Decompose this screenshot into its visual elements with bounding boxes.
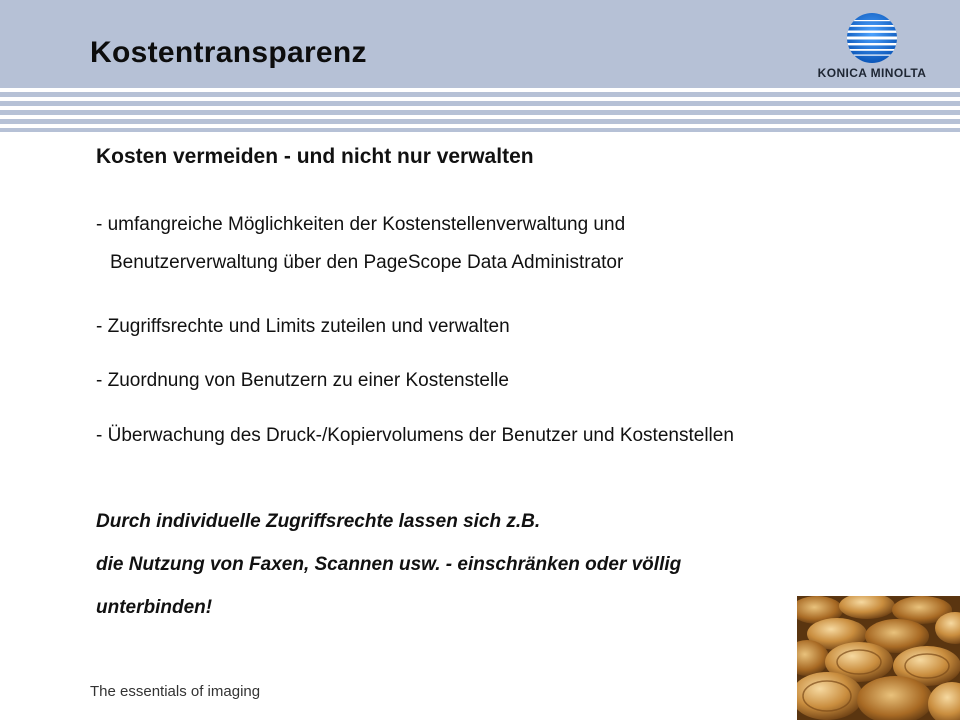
bullet-item: [96, 370, 509, 392]
bullet-item: [96, 425, 734, 447]
note-line: Durch individuelle Zugriffsrechte lassen sich z.B.: [96, 511, 541, 532]
brand-name: KONICA MINOLTA: [817, 66, 927, 80]
header-stripes: [0, 88, 960, 132]
bullet-text: - Zugriffsrechte und Limits zuteilen und verwalten: [96, 316, 510, 337]
bullet-text: - umfangreiche Möglichkeiten der Kostenstellenverwaltung und: [96, 214, 626, 235]
bullet-text: - Überwachung des Druck-/Kopiervolumens der Benutzer und Kostenstellen: [96, 425, 734, 446]
note-line: die Nutzung von Faxen, Scannen usw. - einschränken oder völlig: [96, 554, 682, 575]
coins-photo: [797, 596, 960, 720]
note-line: unterbinden!: [96, 597, 213, 618]
bullet-item: [96, 214, 625, 274]
bullet-text: - Zuordnung von Benutzern zu einer Kostenstelle: [96, 370, 509, 391]
slide-header: [0, 0, 960, 132]
slide-title: Kostentransparenz: [90, 36, 367, 69]
footer-tagline: The essentials of imaging: [90, 683, 261, 700]
slide-subtitle: Kosten vermeiden - und nicht nur verwalten: [96, 145, 534, 168]
brand-logo: [812, 12, 932, 86]
bullet-item: [96, 316, 510, 338]
konica-minolta-globe-icon: [812, 12, 932, 64]
bullet-text-continued: Benutzerverwaltung über den PageScope Data Administrator: [110, 252, 624, 273]
